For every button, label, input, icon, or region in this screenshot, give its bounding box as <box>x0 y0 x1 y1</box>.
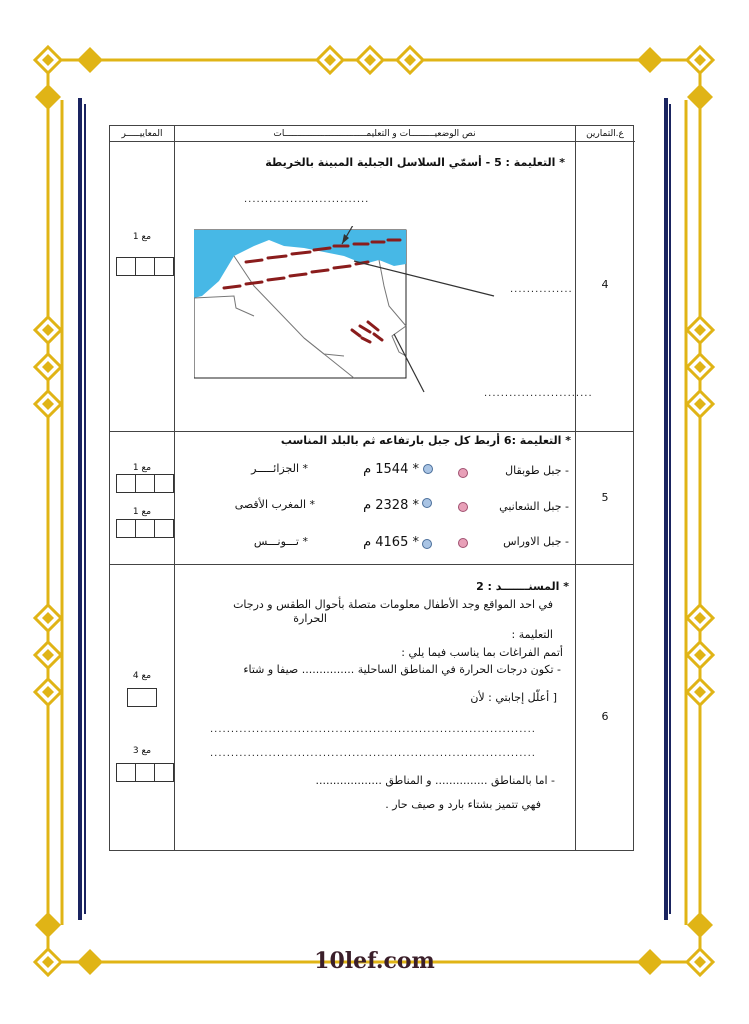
match-dot[interactable] <box>458 538 468 548</box>
justify-line: [ أعلّل إجابتي : لأن <box>470 691 557 704</box>
country-3: * تـــونـــس <box>253 535 308 548</box>
header-exercise-number: ع.التمارين <box>575 126 635 142</box>
site-watermark: 10lef.com <box>314 948 435 974</box>
answer-blank-right: ............... <box>510 284 573 295</box>
context-line-1: في احد المواقع وجد الأطفال معلومات متصلة بأحوال الطقس و درجات <box>233 598 553 611</box>
score-boxes <box>116 257 174 276</box>
instruction-label: التعليمة : <box>511 628 553 641</box>
match-dot[interactable] <box>422 498 432 508</box>
match-dot[interactable] <box>458 468 468 478</box>
score-boxes <box>116 519 174 538</box>
mountain-1: - جبل طوبقال <box>505 464 569 477</box>
criteria-label: مع 1 <box>132 507 152 517</box>
header-text: نص الوضعيـــــــــات و التعليمـــــــــــــــــــــــــــــــات <box>174 126 575 142</box>
match-dot[interactable] <box>458 502 468 512</box>
answer-blank: .............................................................................. <box>210 724 536 735</box>
algeria-map <box>194 226 574 436</box>
mountain-2: - جبل الشعانبي <box>499 500 569 513</box>
match-dot[interactable] <box>422 539 432 549</box>
criteria-label: مع 1 <box>132 463 152 473</box>
coastal-line: - تكون درجات الحرارة في المناطق الساحلية ............... صيفا و شتاء <box>243 663 561 676</box>
exercise-number-5: 5 <box>601 491 609 504</box>
exercise-number-6: 6 <box>601 710 609 723</box>
instruction-6: * التعليمة :6 أربط كل جبل بارتفاعه ثم بالبلد المناسب <box>280 434 571 447</box>
score-boxes <box>116 763 174 782</box>
exercise-number-4: 4 <box>601 278 609 291</box>
instruction-5: * التعليمة : 5 - أسمّي السلاسل الجبلية المبينة بالخريطة <box>265 156 565 169</box>
answer-blank-bottom: .......................... <box>484 388 593 399</box>
header-criteria: المعاييـــــر <box>110 126 174 142</box>
climate-line: فهي تتميز بشتاء بارد و صيف حار . <box>385 798 541 811</box>
height-3: * 4165 م <box>363 535 419 550</box>
country-1: * الجزائـــــر <box>251 462 308 475</box>
answer-blank-top: .............................. <box>244 194 370 205</box>
exam-table <box>109 125 634 851</box>
criteria-label: مع 1 <box>132 232 152 242</box>
answer-blank: .............................................................................. <box>210 748 536 759</box>
context-line-2: الحرارة <box>293 612 327 625</box>
country-2: * المغرب الأقصى <box>234 498 315 511</box>
match-dot[interactable] <box>423 464 433 474</box>
regions-line: - اما بالمناطق ............... و المناطق ................... <box>315 774 555 787</box>
criteria-label: مع 3 <box>132 746 152 756</box>
height-2: * 2328 م <box>363 498 419 513</box>
score-box <box>127 688 157 707</box>
mountain-3: - جبل الاوراس <box>503 535 569 548</box>
task-text: أتمم الفراغات بما يناسب فيما يلي : <box>401 646 563 659</box>
document-heading: * المسنـــــــد : 2 <box>476 580 569 593</box>
criteria-label: مع 4 <box>132 671 152 681</box>
height-1: * 1544 م <box>363 462 419 477</box>
score-boxes <box>116 474 174 493</box>
